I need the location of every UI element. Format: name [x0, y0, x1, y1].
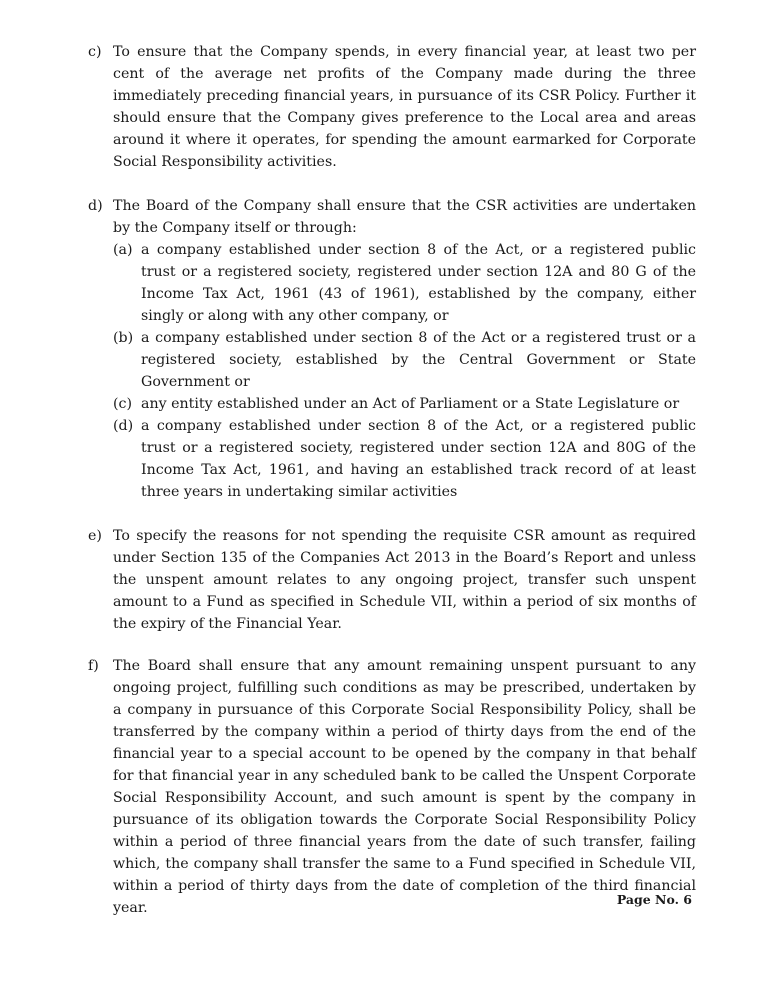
list-item-e: [88, 525, 696, 635]
sub-item-label: (b): [113, 330, 134, 346]
item-text: To ensure that the Company spends, in every financial year, at least two per cent of the average net profits of the Company made during the three immediately preceding financial years, in pursuance of its CSR Policy. Further it should ensure that the Company gives preference to the Local area and areas around it where it operates, for spending the amount earmarked for Corporate Social Responsibility activities.: [113, 44, 696, 170]
item-text: To specify the reasons for not spending the requisite CSR amount as required under Section 135 of the Companies Act 2013 in the Board’s Report and unless the unspent amount relates to any ongoing project, transfer such unspent amount to a Fund as specified in Schedule VII, within a period of six months of the expiry of the Financial Year.: [113, 528, 696, 632]
sub-item-label: (d): [113, 418, 134, 434]
sub-item-text: a company established under section 8 of the Act, or a registered public trust or a registered society, registered under section 12A and 80G of the Income Tax Act, 1961, and having an established track record of at least three years in undertaking similar activities: [141, 418, 696, 500]
list-item-f: [88, 655, 696, 919]
sub-item-text: any entity established under an Act of Parliament or a State Legislature or: [141, 396, 680, 412]
item-label: e): [88, 528, 102, 544]
sub-list: [113, 239, 696, 503]
sub-item-label: (a): [113, 242, 133, 258]
list-item-c: [88, 41, 696, 173]
page-number: Page No. 6: [616, 892, 692, 907]
sub-item-text: a company established under section 8 of the Act or a registered trust or a registered society, established by the Central Government or State Government or: [141, 330, 696, 390]
item-text: The Board shall ensure that any amount remaining unspent pursuant to any ongoing project, fulfilling such conditions as may be prescribed, undertaken by a company in pursuance of this Corporate Social Responsibility Policy, shall be transferred by the company within a period of thirty days from the end of the financial year to a special account to be opened by the company in that behalf for that financial year in any scheduled bank to be called the Unspent Corporate Social Responsibility Account, and such amount is spent by the company in pursuance of its obligation towards the Corporate Social Responsibility Policy within a period of three financial years from the date of such transfer, failing which, the company shall transfer the same to a Fund specified in Schedule VII, within a period of thirty days from the date of completion of the third financial year.: [113, 658, 696, 916]
item-label: d): [88, 198, 103, 214]
sub-item-d: [113, 415, 696, 503]
sub-item-a: [113, 239, 696, 327]
sub-item-label: (c): [113, 396, 133, 412]
sub-item-b: [113, 327, 696, 393]
item-label: f): [88, 658, 99, 674]
list-item-d: [88, 195, 696, 503]
sub-item-c: [113, 393, 696, 415]
item-text: The Board of the Company shall ensure that the CSR activities are undertaken by the Company itself or through:: [113, 198, 696, 236]
sub-item-text: a company established under section 8 of the Act, or a registered public trust or a registered society, registered under section 12A and 80 G of the Income Tax Act, 1961 (43 of 1961), established by the company, either singly or along with any other company, or: [141, 242, 696, 324]
item-label: c): [88, 44, 102, 60]
